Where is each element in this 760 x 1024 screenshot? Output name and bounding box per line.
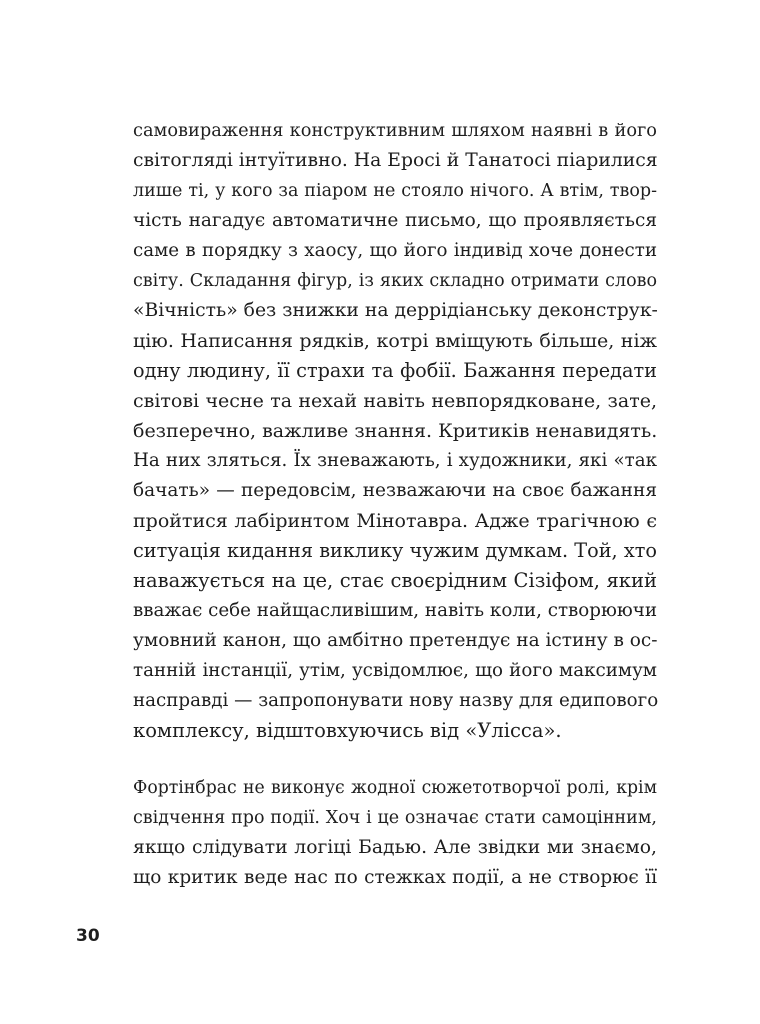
- text-line: якщо слідувати логіці Бадью. Але звідки ми знаємо,: [133, 837, 657, 858]
- text-line: лише ті, у кого за піаром не стояло нічого. А втім, твор-: [133, 181, 657, 201]
- text-line: світогляді інтуїтивно. На Еросі й Танатосі піарилися: [133, 150, 658, 171]
- text-line: наважується на це, стає своєрідним Сізіфом, який: [133, 569, 657, 592]
- text-line: світу. Складання фігур, із яких складно отримати слово: [133, 271, 657, 291]
- text-line: танній інстанції, утім, усвідомлює, що його максимум: [133, 660, 657, 681]
- text-line: що критик веде нас по стежках події, а не створює її: [133, 867, 657, 888]
- text-line: самовираження конструктивним шляхом наявні в його: [133, 121, 657, 141]
- text-line: насправді — запропонувати нову назву для едипового: [133, 690, 659, 711]
- text-line: ситуація кидання виклику чужим думкам. Той, хто: [133, 539, 657, 562]
- page-number: 30: [76, 926, 100, 946]
- text-line: Фортінбрас не виконує жодної сюжетотворчої ролі, крім: [133, 778, 657, 798]
- text-line: бачать» — передовсім, незважаючи на своє бажання: [133, 480, 657, 501]
- text-line: світові чесне та нехай навіть невпорядковане, зате,: [133, 390, 657, 412]
- text-line: вважає себе найщасливішим, навіть коли, створюючи: [133, 600, 657, 621]
- text-line: На них зляться. Їх зневажають, і художники, які «так: [133, 450, 657, 471]
- text-line: чість нагадує автоматичне письмо, що проявляється: [133, 210, 657, 231]
- paragraph-1: [133, 116, 657, 746]
- text-line: свідчення про події. Хоч і це означає стати самоцінним,: [133, 808, 657, 828]
- text-line: одну людину, її страхи та фобії. Бажання передати: [133, 359, 657, 382]
- text-line: пройтися лабіринтом Мінотавра. Адже трагічною є: [133, 510, 657, 532]
- text-line: саме в порядку з хаосу, що його індивід хоче донести: [133, 240, 657, 261]
- paragraph-2: [133, 773, 657, 893]
- text-line: умовний канон, що амбітно претендує на істину в ос-: [133, 630, 658, 651]
- text-line: безперечно, важливе знання. Критиків ненавидять.: [133, 420, 658, 442]
- text-line: «Вічність» без знижки на деррідіанську деконструк-: [133, 300, 658, 321]
- text-line: комплексу, відштовхуючись від «Улісса».: [133, 719, 562, 742]
- text-line: цію. Написання рядків, котрі вміщують більше, ніж: [133, 330, 657, 352]
